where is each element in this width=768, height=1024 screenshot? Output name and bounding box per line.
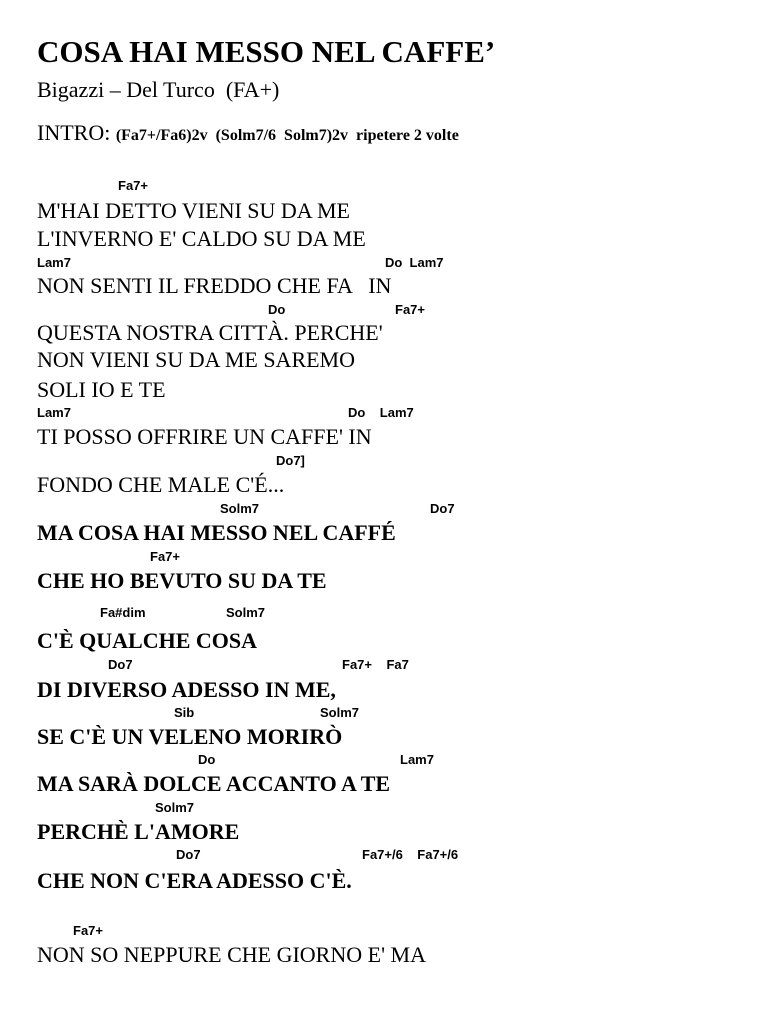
lyric-line: FONDO CHE MALE C'É... bbox=[37, 472, 285, 497]
lyric-line: QUESTA NOSTRA CITTÀ. PERCHE' bbox=[37, 320, 383, 345]
lyric-line: NON SO NEPPURE CHE GIORNO E' MA bbox=[37, 942, 426, 967]
chord: Sib bbox=[174, 705, 195, 720]
lyric-line: CHE HO BEVUTO SU DA TE bbox=[37, 568, 327, 593]
lyric-line: SOLI IO E TE bbox=[37, 377, 166, 402]
chord: Fa7+ bbox=[395, 302, 425, 317]
chord: Solm7 bbox=[155, 800, 195, 815]
chord: Do bbox=[268, 302, 286, 317]
chord: Fa7+ bbox=[73, 923, 103, 938]
lyric-line: L'INVERNO E' CALDO SU DA ME bbox=[37, 226, 366, 251]
lyric-line: NON SENTI IL FREDDO CHE FA IN bbox=[37, 273, 392, 298]
chord: Fa#dim bbox=[100, 605, 146, 620]
chord: Fa7+/6 Fa7+/6 bbox=[362, 847, 459, 862]
chord: Do7 bbox=[430, 501, 455, 516]
lyric-line: PERCHÈ L'AMORE bbox=[37, 819, 240, 844]
chord: Solm7 bbox=[220, 501, 260, 516]
lyric-line: MA SARÀ DOLCE ACCANTO A TE bbox=[37, 771, 391, 796]
lyric-line: MA COSA HAI MESSO NEL CAFFÉ bbox=[37, 520, 396, 545]
lyric-line: SE C'È UN VELENO MORIRÒ bbox=[37, 724, 343, 749]
chord: Do Lam7 bbox=[348, 405, 414, 420]
chord: Do bbox=[198, 752, 216, 767]
chord: Do Lam7 bbox=[385, 255, 444, 270]
chord: Lam7 bbox=[400, 752, 434, 767]
intro-chords: (Fa7+/Fa6)2v (Solm7/6 Solm7)2v ripetere 2 volte bbox=[115, 127, 459, 144]
chord: Fa7+ bbox=[118, 178, 148, 193]
chord: Do7 bbox=[108, 657, 133, 672]
intro-line bbox=[37, 119, 459, 150]
chord: Do7 bbox=[176, 847, 201, 862]
intro-label: INTRO: bbox=[37, 120, 111, 145]
lyric-line: M'HAI DETTO VIENI SU DA ME bbox=[37, 198, 350, 223]
chord: Lam7 bbox=[37, 405, 71, 420]
lyric-line: CHE NON C'ERA ADESSO C'È. bbox=[37, 868, 352, 893]
lyric-line: DI DIVERSO ADESSO IN ME, bbox=[37, 677, 336, 702]
lyric-line: C'È QUALCHE COSA bbox=[37, 628, 258, 653]
song-authors-key: Bigazzi – Del Turco (FA+) bbox=[37, 77, 280, 102]
song-title: COSA HAI MESSO NEL CAFFE’ bbox=[37, 34, 496, 69]
lyric-line: TI POSSO OFFRIRE UN CAFFE' IN bbox=[37, 424, 372, 449]
chord: Fa7+ Fa7 bbox=[342, 657, 409, 672]
chord: Do7] bbox=[276, 453, 305, 468]
chord: Solm7 bbox=[320, 705, 360, 720]
chord: Fa7+ bbox=[150, 549, 180, 564]
lyric-line: NON VIENI SU DA ME SAREMO bbox=[37, 347, 356, 372]
chord: Solm7 bbox=[226, 605, 266, 620]
chord: Lam7 bbox=[37, 255, 71, 270]
